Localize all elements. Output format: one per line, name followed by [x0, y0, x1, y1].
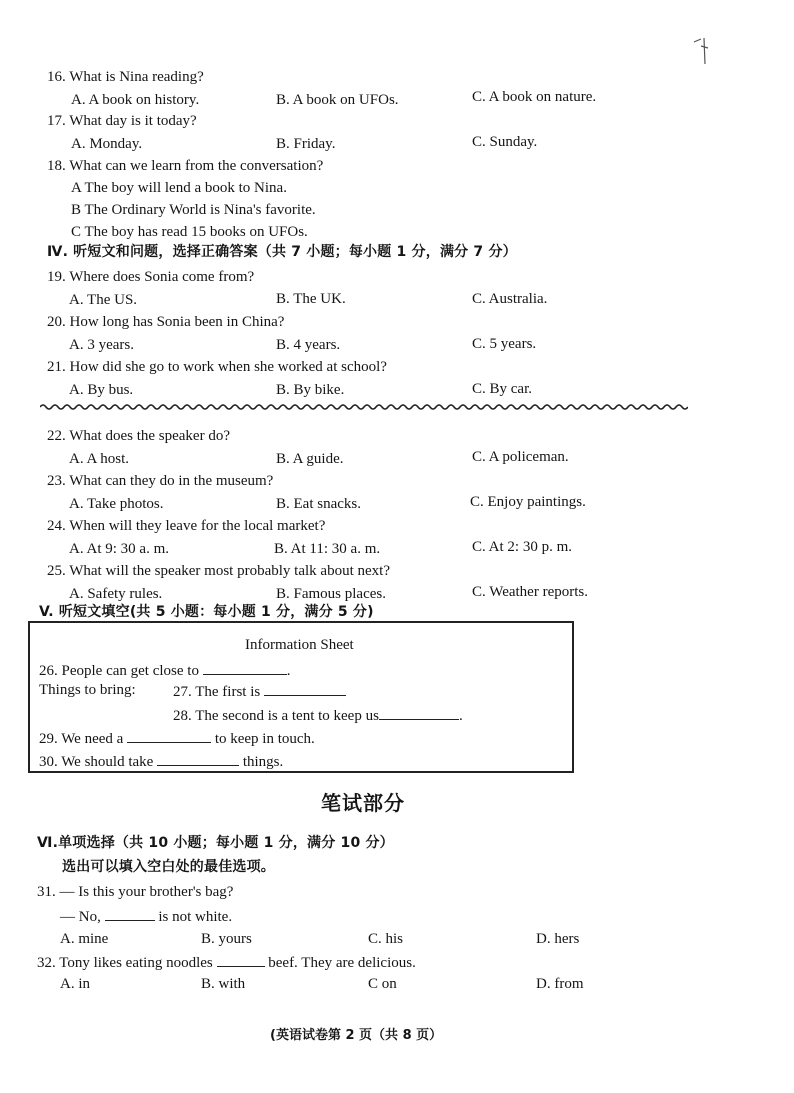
info-line-28-end: . — [458, 708, 463, 724]
option-20-a: A. 3 years. — [69, 337, 134, 353]
section-5-heading: V. 听短文填空(共 5 小题：每小题 1 分，满分 5 分) — [39, 604, 374, 620]
option-21-b: B. By bike. — [276, 382, 345, 398]
option-31-c: C. his — [368, 931, 404, 947]
question-23: 23. What can they do in the museum? — [47, 473, 274, 489]
option-24-b: B. At 11: 30 a. m. — [274, 541, 381, 557]
corner-mark-icon — [692, 36, 714, 68]
option-21-a: A. By bus. — [69, 382, 134, 398]
written-part-title: 笔试部分 — [321, 791, 405, 815]
question-31: 31. — Is this your brother's bag? — [37, 884, 234, 900]
option-25-c: C. Weather reports. — [472, 584, 588, 600]
answer-blank-30[interactable] — [157, 751, 239, 766]
option-32-d: D. from — [536, 976, 584, 992]
info-sheet-title: Information Sheet — [245, 637, 354, 653]
option-17-b: B. Friday. — [276, 136, 336, 152]
option-18-b: B The Ordinary World is Nina's favorite. — [71, 202, 316, 218]
answer-blank-28[interactable] — [379, 705, 459, 720]
wavy-divider — [40, 400, 688, 414]
info-line-29-text: 29. We need a — [39, 731, 124, 747]
question-18: 18. What can we learn from the conversation? — [47, 158, 324, 174]
info-line-27 — [173, 681, 346, 701]
option-19-a: A. The US. — [69, 292, 138, 308]
info-line-28 — [173, 705, 463, 725]
question-17: 17. What day is it today? — [47, 113, 197, 129]
info-line-26 — [39, 660, 290, 680]
option-23-a: A. Take photos. — [69, 496, 164, 512]
option-19-b: B. The UK. — [276, 291, 346, 307]
info-line-30-end: things. — [242, 754, 284, 770]
question-32-text: 32. Tony likes eating noodles — [37, 955, 213, 971]
option-25-b: B. Famous places. — [276, 586, 386, 602]
option-24-a: A. At 9: 30 a. m. — [69, 541, 169, 557]
info-line-26-text: 26. People can get close to — [39, 663, 199, 679]
option-17-c: C. Sunday. — [472, 134, 538, 150]
answer-blank-27[interactable] — [264, 681, 346, 696]
option-23-c: C. Enjoy paintings. — [470, 494, 586, 510]
info-line-27-text: 27. The first is — [173, 684, 261, 700]
page-footer: (英语试卷第 2 页（共 8 页） — [270, 1028, 443, 1043]
option-31-d: D. hers — [536, 931, 580, 947]
info-line-29-end: to keep in touch. — [214, 731, 315, 747]
section-6-heading: Ⅵ.单项选择（共 10 小题；每小题 1 分，满分 10 分） — [37, 835, 394, 851]
info-line-30-text: 30. We should take — [39, 754, 154, 770]
option-16-b: B. A book on UFOs. — [276, 92, 399, 108]
info-line-30 — [39, 751, 283, 771]
question-21: 21. How did she go to work when she worked at school? — [47, 359, 387, 375]
option-22-c: C. A policeman. — [472, 449, 569, 465]
question-25: 25. What will the speaker most probably talk about next? — [47, 563, 390, 579]
option-22-a: A. A host. — [69, 451, 130, 467]
answer-blank-31[interactable] — [105, 906, 155, 921]
info-line-28-text: 28. The second is a tent to keep us — [173, 708, 379, 724]
option-23-b: B. Eat snacks. — [276, 496, 361, 512]
option-25-a: A. Safety rules. — [69, 586, 163, 602]
info-line-26-end: . — [286, 663, 291, 679]
question-31-reply-text: — No, — [60, 909, 101, 925]
option-32-c: C on — [368, 976, 397, 992]
option-32-a: A. in — [60, 976, 90, 992]
section-4-heading: Ⅳ. 听短文和问题，选择正确答案（共 7 小题；每小题 1 分，满分 7 分） — [47, 244, 517, 260]
question-24: 24. When will they leave for the local market? — [47, 518, 326, 534]
question-16: 16. What is Nina reading? — [47, 69, 204, 85]
option-31-a: A. mine — [60, 931, 109, 947]
question-20: 20. How long has Sonia been in China? — [47, 314, 285, 330]
option-22-b: B. A guide. — [276, 451, 344, 467]
answer-blank-32[interactable] — [217, 952, 265, 967]
question-31-reply-end: is not white. — [158, 909, 233, 925]
option-31-b: B. yours — [201, 931, 252, 947]
answer-blank-26[interactable] — [203, 660, 287, 675]
option-17-a: A. Monday. — [71, 136, 143, 152]
option-16-c: C. A book on nature. — [472, 89, 597, 105]
question-31-reply — [60, 906, 232, 926]
answer-blank-29[interactable] — [127, 728, 211, 743]
option-19-c: C. Australia. — [472, 291, 548, 307]
info-line-29 — [39, 728, 315, 748]
option-20-b: B. 4 years. — [276, 337, 341, 353]
question-22: 22. What does the speaker do? — [47, 428, 230, 444]
option-18-c: C The boy has read 15 books on UFOs. — [71, 224, 308, 240]
option-18-a: A The boy will lend a book to Nina. — [71, 180, 287, 196]
option-24-c: C. At 2: 30 p. m. — [472, 539, 573, 555]
option-21-c: C. By car. — [472, 381, 532, 397]
option-32-b: B. with — [201, 976, 246, 992]
section-6-instruction: 选出可以填入空白处的最佳选项。 — [62, 859, 275, 875]
things-to-bring-label: Things to bring: — [39, 682, 136, 698]
question-32 — [37, 952, 416, 972]
question-32-end: beef. They are delicious. — [268, 955, 416, 971]
option-20-c: C. 5 years. — [472, 336, 537, 352]
option-16-a: A. A book on history. — [71, 92, 200, 108]
question-19: 19. Where does Sonia come from? — [47, 269, 255, 285]
